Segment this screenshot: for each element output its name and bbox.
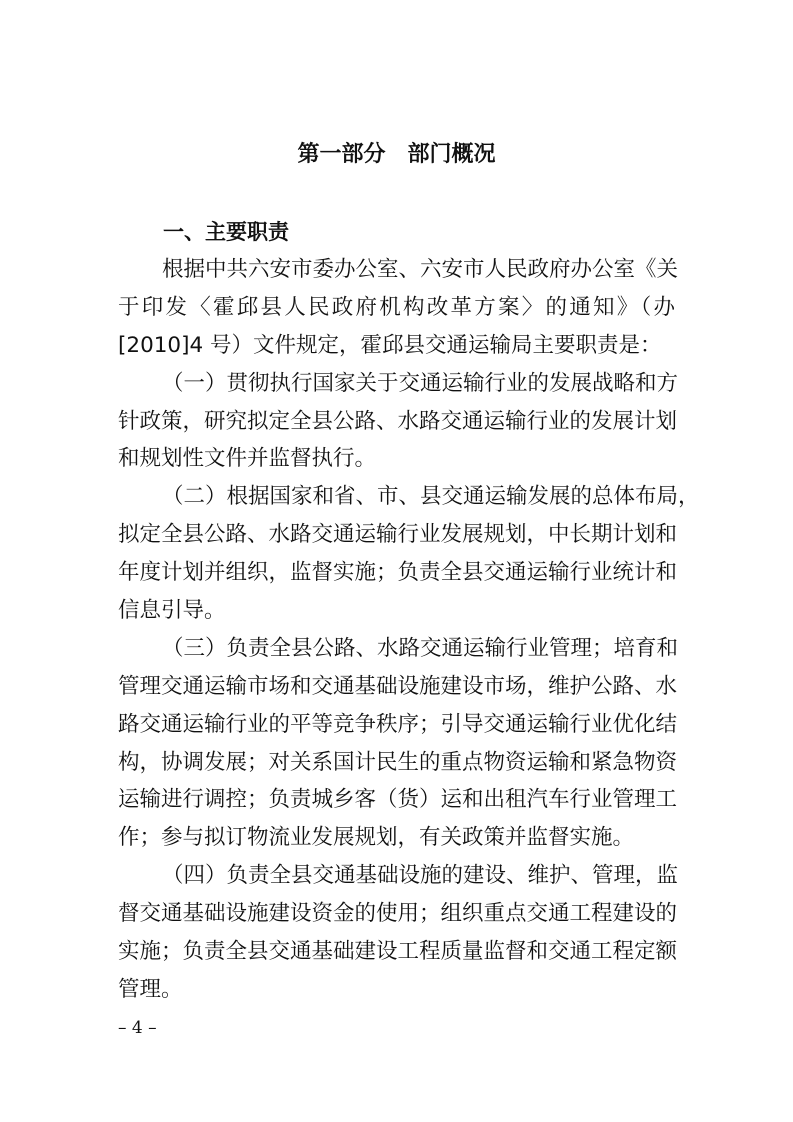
paragraph-line: 和规划性文件并监督执行。 <box>118 446 377 472</box>
paragraph-line: （四）负责全县交通基础设施的建设、维护、管理，监 <box>162 863 679 889</box>
paragraph-line: 作；参与拟订物流业发展规划，有关政策并监督实施。 <box>118 825 635 851</box>
paragraph-line: 管理交通运输市场和交通基础设施建设市场，维护公路、水 <box>118 673 678 699</box>
paragraph <box>118 478 700 630</box>
paragraph-line: 运输进行调控；负责城乡客（货）运和出租汽车行业管理工 <box>118 787 678 813</box>
paragraph-line: 拟定全县公路、水路交通运输行业发展规划，中长期计划和 <box>118 522 678 548</box>
paragraph-line: 督交通基础设施建设资金的使用；组织重点交通工程建设的 <box>118 901 678 927</box>
paragraph <box>118 251 679 365</box>
paragraph-line: （三）负责全县公路、水路交通运输行业管理；培育和 <box>162 635 679 661</box>
document-body <box>118 251 700 1009</box>
paragraph-line: 于印发〈霍邱县人民政府机构改革方案〉的通知》（办 <box>118 294 675 320</box>
paragraph-line: 根据中共六安市委办公室、六安市人民政府办公室《关 <box>162 257 679 282</box>
paragraph <box>118 365 679 479</box>
page-number: – 4 – <box>118 1018 157 1038</box>
paragraph-line: （二）根据国家和省、市、县交通运输发展的总体布局， <box>162 484 700 510</box>
paragraph-line: 针政策，研究拟定全县公路、水路交通运输行业的发展计划 <box>118 408 678 434</box>
paragraph-line: [2010]4 号）文件规定，霍邱县交通运输局主要职责是： <box>118 332 662 358</box>
page-title: 第一部分 部门概况 <box>297 142 496 167</box>
paragraph <box>118 857 679 1009</box>
paragraph-line: 信息引导。 <box>118 598 226 624</box>
paragraph-line: 实施；负责全县交通基础建设工程质量监督和交通工程定额 <box>118 939 678 965</box>
paragraph-line: （一）贯彻执行国家关于交通运输行业的发展战略和方 <box>162 370 679 396</box>
paragraph <box>118 630 679 857</box>
section-heading: 一、主要职责 <box>163 220 289 244</box>
paragraph-line: 管理。 <box>118 976 183 1002</box>
paragraph-line: 构，协调发展；对关系国计民生的重点物资运输和紧急物资 <box>118 749 678 775</box>
paragraph-line: 年度计划并组织，监督实施；负责全县交通运输行业统计和 <box>118 560 678 586</box>
paragraph-line: 路交通运输行业的平等竞争秩序；引导交通运输行业优化结 <box>118 711 678 737</box>
